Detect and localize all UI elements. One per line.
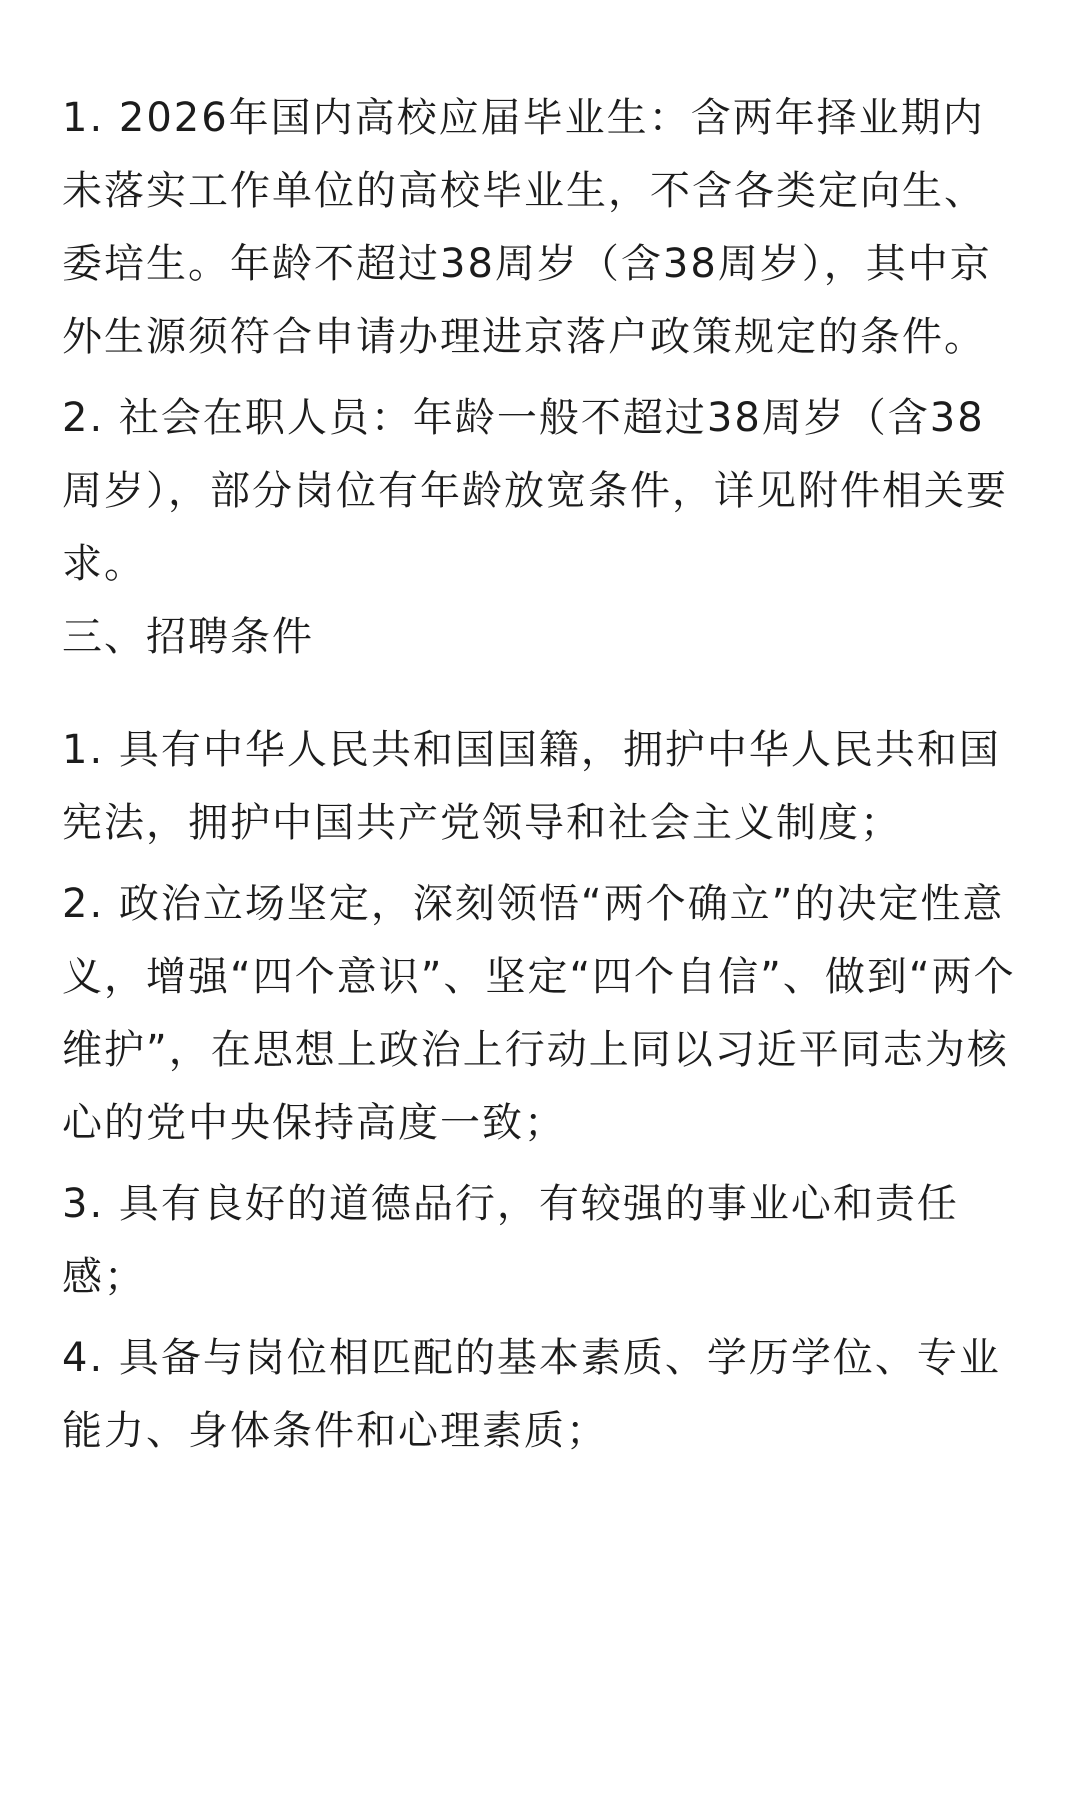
condition-moral-paragraph: 3. 具有良好的道德品行，有较强的事业心和责任感； [62,1181,959,1300]
eligibility-employed-paragraph: 2. 社会在职人员：年龄一般不超过38周岁（含38周岁），部分岗位有年龄放宽条件，详见附件相关要求。 [62,395,1008,587]
condition-qualification-paragraph: 4. 具备与岗位相匹配的基本素质、学历学位、专业能力、身体条件和心理素质； [62,1335,1001,1454]
condition-nationality-paragraph: 1. 具有中华人民共和国国籍，拥护中华人民共和国宪法，拥护中国共产党领导和社会主义制度； [62,727,1001,846]
eligibility-graduates-paragraph: 1. 2026年国内高校应届毕业生：含两年择业期内未落实工作单位的高校毕业生，不含各类定向生、委培生。年龄不超过38周岁（含38周岁），其中京外生源须符合申请办理进京落户政策规定的条件。 [62,95,992,360]
section-heading-recruitment-conditions: 三、招聘条件 [62,614,314,660]
condition-political-paragraph: 2. 政治立场坚定，深刻领悟“两个确立”的决定性意义，增强“四个意识”、坚定“四个自信”、做到“两个维护”，在思想上政治上行动上同以习近平同志为核心的党中央保持高度一致； [62,881,1016,1146]
